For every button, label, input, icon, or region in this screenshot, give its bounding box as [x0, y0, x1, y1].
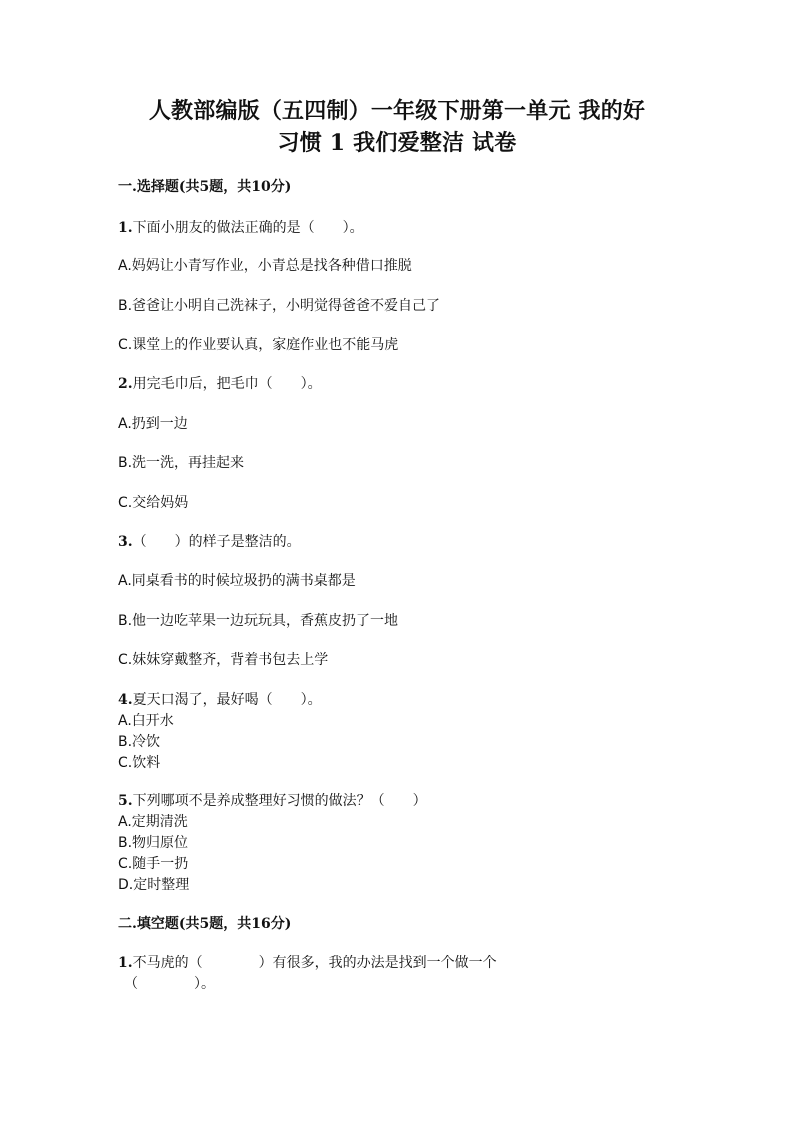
- question-2-option-a: A.扔到一边: [118, 416, 188, 432]
- document-title-line-1: 人教部编版（五四制）一年级下册第一单元 我的好: [148, 98, 646, 124]
- question-1-option-b: B.爸爸让小明自己洗袜子，小明觉得爸爸不爱自己了: [118, 298, 441, 314]
- question-text: 下列哪项不是养成整理好习惯的做法？（ ）: [132, 793, 427, 809]
- question-5-option-d: D.定时整理: [118, 877, 190, 893]
- question-4-option-b: B.冷饮: [118, 734, 161, 750]
- question-3-option-c: C.妹妹穿戴整齐，背着书包去上学: [118, 652, 329, 668]
- question-1: [118, 221, 364, 235]
- question-2-option-c: C.交给妈妈: [118, 495, 189, 511]
- question-1-option-a: A.妈妈让小青写作业，小青总是找各种借口推脱: [118, 258, 412, 274]
- question-text: 用完毛巾后，把毛巾（ ）。: [132, 376, 322, 392]
- question-5: [118, 794, 427, 808]
- question-number: 1.: [118, 955, 133, 971]
- question-2: [118, 377, 322, 391]
- fill-question-1-line-2: （ ）。: [124, 976, 215, 992]
- fill-question-1-line-1: [118, 956, 497, 970]
- question-5-option-a: A.定期清洗: [118, 814, 188, 830]
- question-number: 1.: [118, 220, 133, 236]
- question-5-option-c: C.随手一扔: [118, 856, 189, 872]
- question-4-option-c: C.饮料: [118, 755, 161, 771]
- question-4: [118, 693, 322, 707]
- question-5-option-b: B.物归原位: [118, 835, 189, 851]
- question-3-option-b: B.他一边吃苹果一边玩玩具，香蕉皮扔了一地: [118, 613, 399, 629]
- question-4-option-a: A.白开水: [118, 713, 174, 729]
- question-number: 5.: [118, 793, 133, 809]
- question-1-option-c: C.课堂上的作业要认真，家庭作业也不能马虎: [118, 337, 399, 353]
- document-title-line-2: 习惯 1 我们爱整洁 试卷: [277, 130, 517, 156]
- section-heading-choice: 一.选择题(共5题，共10分): [118, 179, 292, 195]
- question-3: [118, 535, 301, 549]
- question-2-option-b: B.洗一洗，再挂起来: [118, 455, 245, 471]
- question-3-option-a: A.同桌看书的时候垃圾扔的满书桌都是: [118, 573, 356, 589]
- question-number: 4.: [118, 692, 133, 708]
- question-number: 3.: [118, 534, 133, 550]
- question-number: 2.: [118, 376, 133, 392]
- question-text: 夏天口渴了，最好喝（ ）。: [132, 692, 322, 708]
- question-text: （ ）的样子是整洁的。: [132, 534, 301, 550]
- section-heading-fill: 二.填空题(共5题，共16分): [118, 916, 292, 932]
- question-text: 下面小朋友的做法正确的是（ ）。: [132, 220, 364, 236]
- question-text: 不马虎的（ ）有很多，我的办法是找到一个做一个: [132, 955, 497, 971]
